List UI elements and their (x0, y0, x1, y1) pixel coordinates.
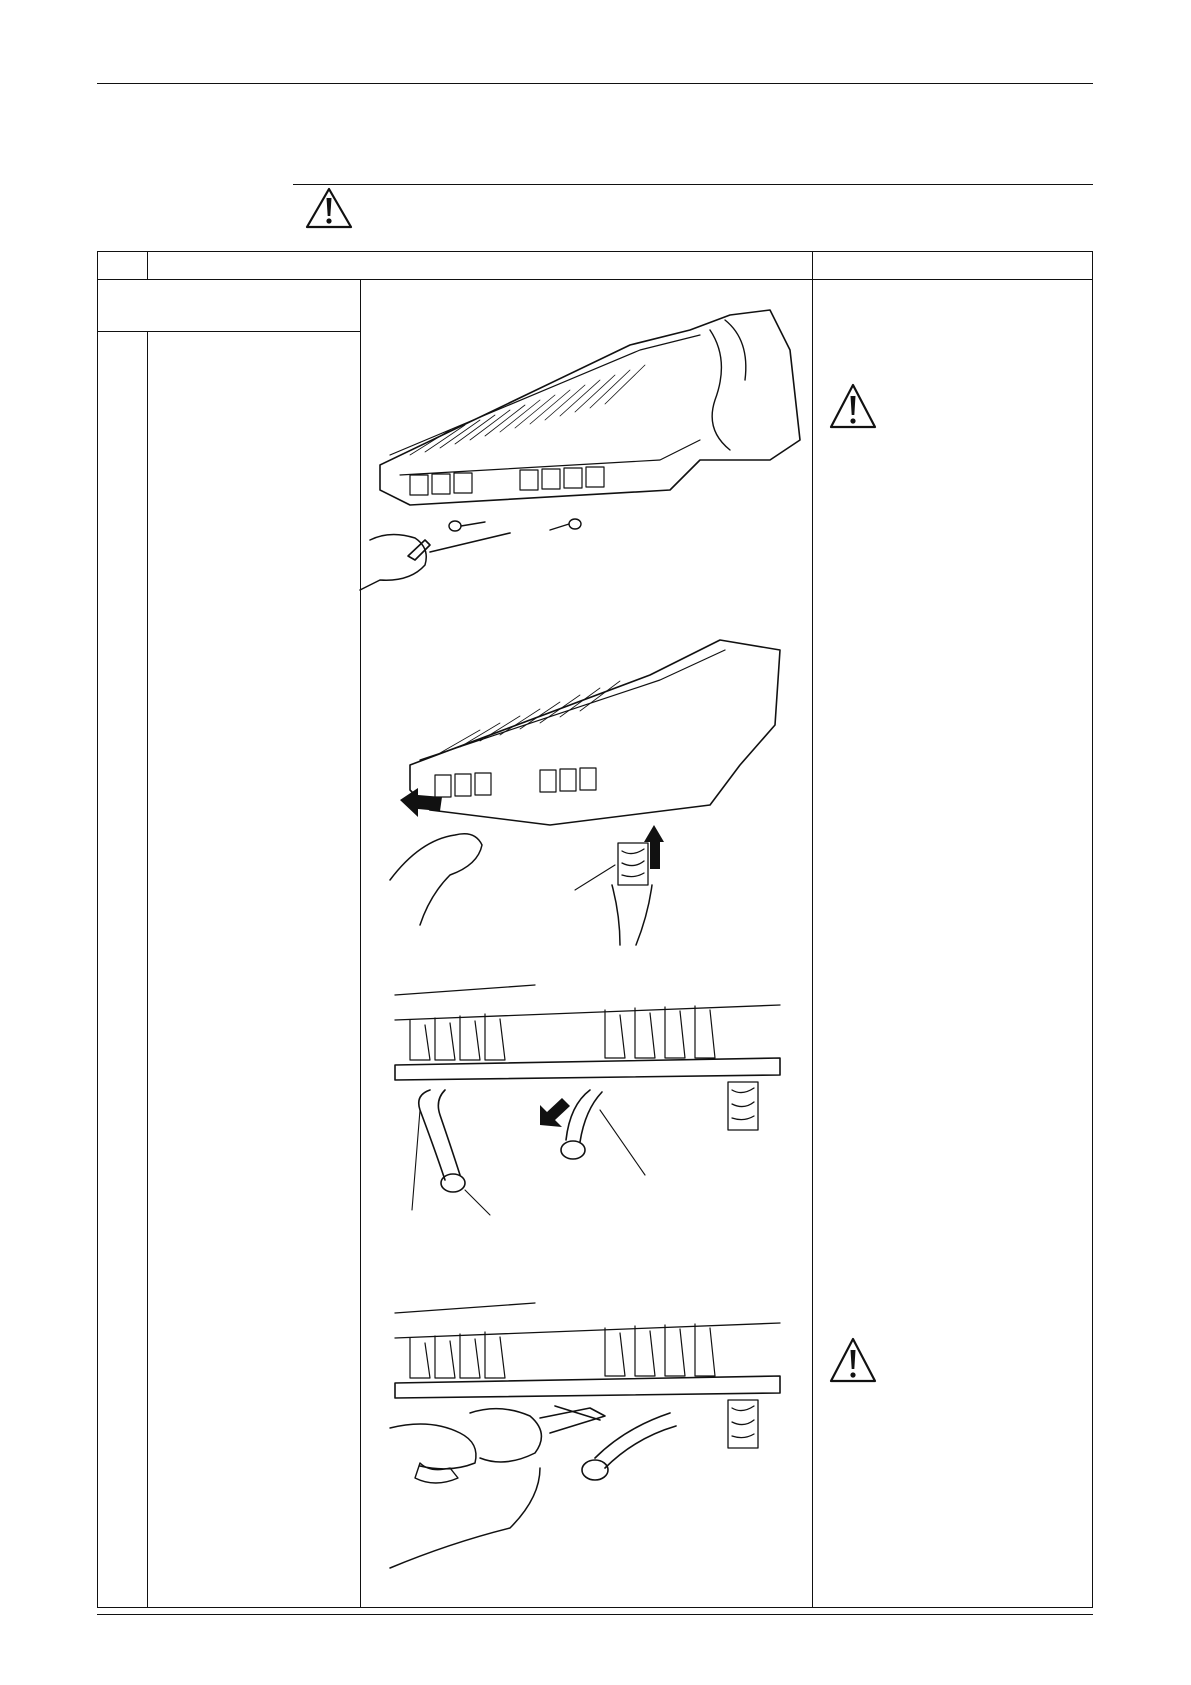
wood-block-icon (728, 1400, 758, 1448)
pull-arrow-icon (540, 1098, 570, 1127)
col-divider-notes (812, 251, 813, 1608)
pliers-icon (540, 1406, 605, 1433)
figure-unit-lift-support (390, 625, 800, 955)
drain-hose-icon (582, 1413, 676, 1480)
figure-drain-hose-pliers (390, 1298, 800, 1588)
warning-triangle-icon (829, 1337, 877, 1383)
step-group-rule (97, 331, 360, 332)
table-header-rule (97, 279, 1093, 280)
warning-triangle-icon (305, 187, 353, 229)
warning-triangle-icon (829, 383, 877, 429)
drain-hose-icon (419, 1090, 602, 1192)
header-rule (97, 83, 1093, 84)
screw-icon (449, 519, 581, 531)
figure-drain-hose-pull (390, 980, 800, 1260)
col-divider-figure (360, 279, 361, 1608)
wood-block-icon (618, 843, 648, 885)
caution-banner-rule (293, 184, 1093, 185)
lift-arrow-icon (644, 825, 664, 869)
figure-unit-screws-removal (370, 290, 800, 600)
wood-block-icon (728, 1082, 758, 1130)
col-divider-substep (147, 331, 148, 1608)
push-arrow-icon (400, 788, 442, 817)
col-divider-step (147, 251, 148, 279)
footer-rule (97, 1614, 1093, 1615)
